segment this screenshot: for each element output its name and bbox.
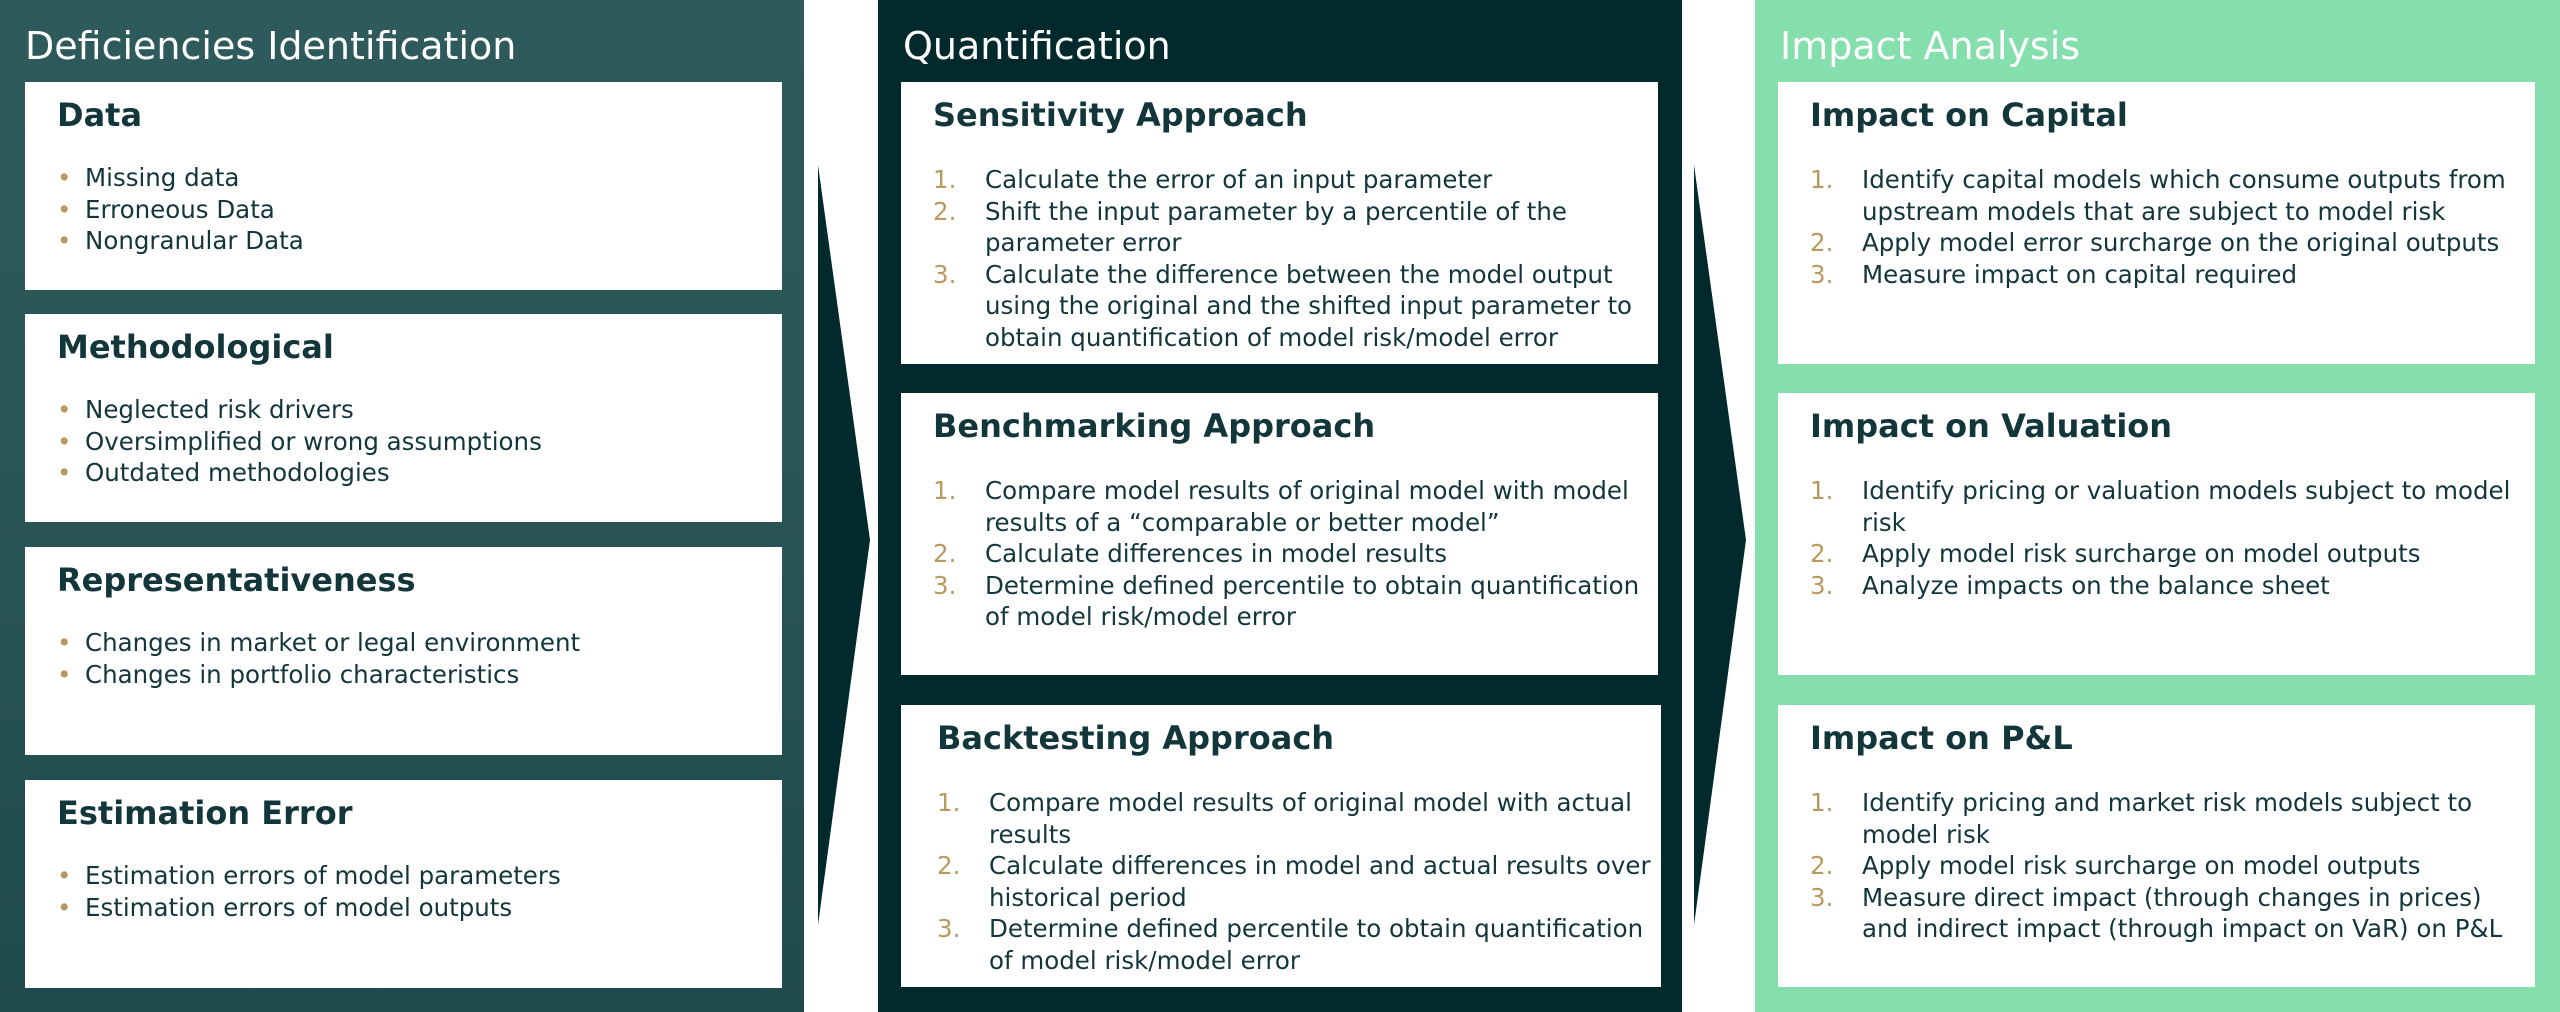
bullet-list xyxy=(57,627,772,690)
step-number: 1. xyxy=(937,788,961,817)
list-item: • Nongranular Data xyxy=(57,226,304,255)
list-item: 2. Calculate differences in model results xyxy=(933,539,1448,568)
list-item: • Estimation errors of model outputs xyxy=(57,892,513,922)
step-number: 1. xyxy=(933,476,957,505)
card-impact-on-pl xyxy=(1778,705,2535,987)
step-number: 2. xyxy=(933,196,957,226)
list-item: 3. Measure impact on capital required xyxy=(1810,259,2298,289)
card-impact-on-capital xyxy=(1778,82,2535,364)
card-title: Sensitivity Approach xyxy=(933,96,1308,134)
quantification-column xyxy=(878,0,1682,1012)
deficiencies-identification-column xyxy=(0,0,804,1012)
card-title: Backtesting Approach xyxy=(937,719,1335,757)
list-item: 3. Measure direct impact (through changes in prices) and indirect impact (through impact on VaR) on P&L xyxy=(1810,882,2503,943)
numbered-list xyxy=(933,164,1648,353)
numbered-list xyxy=(1810,475,2525,601)
list-item: 1. Compare model results of original model with model results of a “comparable or better model” xyxy=(933,476,1629,537)
list-item: 1. Identify pricing or valuation models subject to model risk xyxy=(1810,476,2511,537)
bullet-icon: • xyxy=(57,628,72,657)
list-item: 2. Calculate differences in model and actual results over historical period xyxy=(937,851,1651,912)
card-title: Impact on Valuation xyxy=(1810,407,2173,445)
step-number: 2. xyxy=(1810,851,1834,880)
card-title: Representativeness xyxy=(57,561,416,599)
list-item: • Erroneous Data xyxy=(57,194,275,224)
flow-arrow-icon xyxy=(1692,165,1748,925)
card-title: Estimation Error xyxy=(57,794,353,832)
list-item: 3. Determine defined percentile to obtain quantification of model risk/model error xyxy=(933,570,1640,631)
step-number: 3. xyxy=(937,914,961,943)
list-item: • Neglected risk drivers xyxy=(57,395,354,424)
numbered-list xyxy=(937,787,1651,976)
step-number: 1. xyxy=(933,165,957,194)
step-number: 3. xyxy=(933,259,957,289)
list-item: 2. Apply model error surcharge on the original outputs xyxy=(1810,228,2500,257)
column-title: Quantification xyxy=(903,24,1171,68)
bullet-icon: • xyxy=(57,194,72,224)
card-title: Methodological xyxy=(57,328,334,366)
list-item: 2. Shift the input parameter by a percentile of the parameter error xyxy=(933,196,1567,257)
card-data xyxy=(25,82,782,290)
list-item: 2. Apply model risk surcharge on model outputs xyxy=(1810,851,2421,880)
bullet-list xyxy=(57,860,772,923)
card-backtesting-approach xyxy=(901,705,1661,987)
list-item: • Changes in portfolio characteristics xyxy=(57,659,520,689)
numbered-list xyxy=(933,475,1648,633)
bullet-icon: • xyxy=(57,659,72,689)
impact-analysis-column xyxy=(1755,0,2560,1012)
step-number: 2. xyxy=(937,851,961,880)
bullet-icon: • xyxy=(57,458,72,487)
card-title: Impact on P&L xyxy=(1810,719,2073,757)
list-item: • Estimation errors of model parameters xyxy=(57,861,561,890)
list-item: 3. Calculate the difference between the model output using the original and the shifted input parameter to obtain quantification of model risk/model error xyxy=(933,259,1633,352)
list-item: 3. Analyze impacts on the balance sheet xyxy=(1810,570,2330,600)
bullet-icon: • xyxy=(57,426,72,456)
numbered-list xyxy=(1810,164,2525,290)
card-estimation-error xyxy=(25,780,782,988)
bullet-icon: • xyxy=(57,861,72,890)
step-number: 2. xyxy=(1810,228,1834,257)
bullet-list xyxy=(57,162,772,257)
card-representativeness xyxy=(25,547,782,755)
column-title: Impact Analysis xyxy=(1780,24,2081,68)
list-item: 1. Identify capital models which consume outputs from upstream models that are subject to model risk xyxy=(1810,165,2506,226)
bullet-icon: • xyxy=(57,395,72,424)
step-number: 3. xyxy=(1810,259,1834,289)
list-item: • Oversimplified or wrong assumptions xyxy=(57,426,542,456)
list-item: 1. Compare model results of original model with actual results xyxy=(937,788,1632,849)
step-number: 1. xyxy=(1810,165,1834,194)
card-impact-on-valuation xyxy=(1778,393,2535,675)
bullet-icon: • xyxy=(57,892,72,922)
step-number: 3. xyxy=(933,570,957,600)
step-number: 1. xyxy=(1810,476,1834,505)
list-item: 1. Identify pricing and market risk models subject to model risk xyxy=(1810,788,2473,849)
list-item: • Outdated methodologies xyxy=(57,458,390,487)
bullet-list xyxy=(57,394,772,489)
step-number: 3. xyxy=(1810,882,1834,912)
list-item: 2. Apply model risk surcharge on model outputs xyxy=(1810,539,2421,568)
step-number: 2. xyxy=(933,539,957,568)
flow-arrow-icon xyxy=(816,165,872,925)
step-number: 3. xyxy=(1810,570,1834,600)
card-benchmarking-approach xyxy=(901,393,1658,675)
card-title: Impact on Capital xyxy=(1810,96,2128,134)
card-sensitivity-approach xyxy=(901,82,1658,364)
bullet-icon: • xyxy=(57,226,72,255)
card-title: Data xyxy=(57,96,143,134)
numbered-list xyxy=(1810,787,2525,945)
bullet-icon: • xyxy=(57,163,72,192)
list-item: • Changes in market or legal environment xyxy=(57,628,581,657)
step-number: 2. xyxy=(1810,539,1834,568)
card-title: Benchmarking Approach xyxy=(933,407,1376,445)
card-methodological xyxy=(25,314,782,522)
list-item: 3. Determine defined percentile to obtain quantification of model risk/model error xyxy=(937,914,1644,975)
step-number: 1. xyxy=(1810,788,1834,817)
column-title: Deficiencies Identification xyxy=(25,24,517,68)
list-item: • Missing data xyxy=(57,163,240,192)
list-item: 1. Calculate the error of an input parameter xyxy=(933,165,1493,194)
